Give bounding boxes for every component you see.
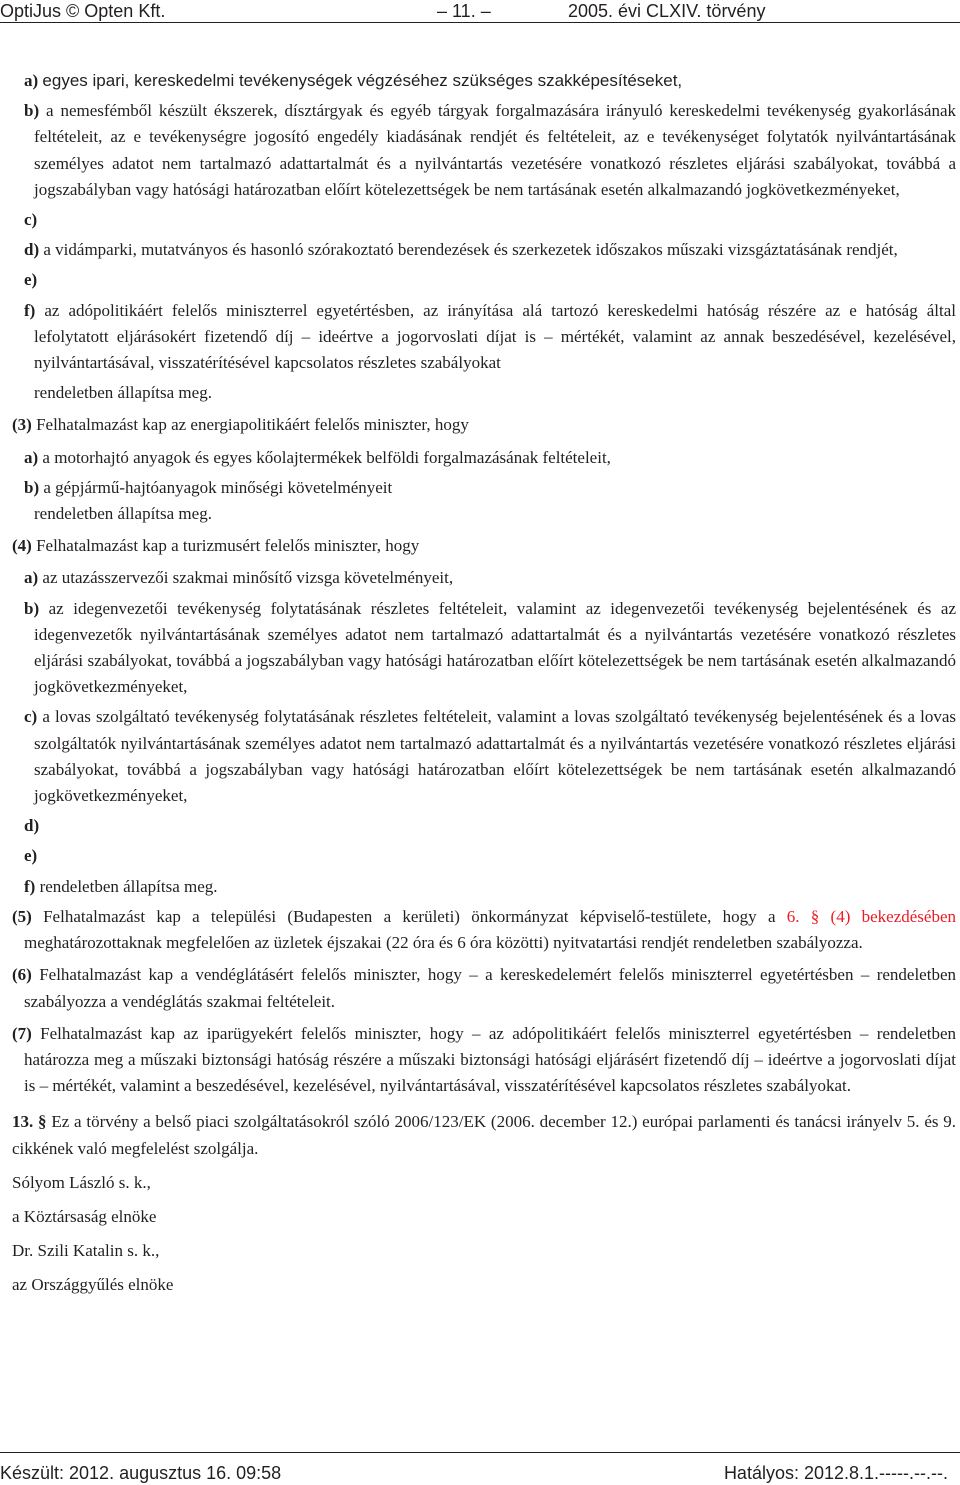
signatory-title: az Országgyűlés elnöke (12, 1274, 174, 1294)
footer-effective: Hatályos: 2012.8.1.-----.--.--. (723, 1463, 948, 1483)
list-item: f) az adópolitikáért felelős miniszterrel egyetértésben, az irányítása alá tartozó kereskedelmi hatóság részére az e hatóság által lefolytatott eljárásokért fizetendő díj – ideértve a jogorvoslati díjat is – mértékét, valamint az annak beszedésével, kezelésével, nyilvántartásával, visszatérítésével kapcsolatos részletes szabályokat (24, 300, 957, 373)
page-footer (0, 1452, 960, 1485)
list-item: a) az utazásszervezői szakmai minősítő vizsga követelményeit, (24, 568, 454, 588)
header-page-number: – 11. – (437, 1, 491, 21)
list-item: c) a lovas szolgáltató tevékenység folytatásának részletes feltételeit, valamint a lovas szolgáltató tevékenység bejelentésének és a lovas szolgáltatók nyilvántartásának személyes adatot nem tartalmazó adattartalmát és a nyilvántartás vezetésére vonatkozó részletes eljárási szabályokat, továbbá a jogszabályban vagy hatósági határozatban előírt kötelezettségek be nem tartásának esetén alkalmazandó jogkövetkezményeket, (24, 707, 957, 806)
paragraph-link-4[interactable]: (4) bekezdésében (830, 906, 957, 926)
signatory-name: Dr. Szili Katalin s. k., (12, 1240, 160, 1260)
section2-list (12, 68, 956, 406)
paragraph-5: (5) Felhatalmazást kap a települési (Budapesten a kerületi) önkormányzat képviselő-testülete, hogy a 6. § (4) bekezdésében meghatározottaknak megfelelően az üzletek éjszakai (22 óra és 6 óra közötti) nyitvatartási rendjét rendeletben szabályozza. (12, 906, 957, 953)
page-header (0, 0, 960, 23)
paragraph-3: (3) Felhatalmazást kap az energiapolitikáért felelős miniszter, hogy (12, 415, 469, 435)
footer-created: Készült: 2012. augusztus 16. 09:58 (0, 1463, 282, 1483)
list-item: a) egyes ipari, kereskedelmi tevékenységek végzéséhez szükséges szakképesítéseket, (24, 71, 683, 90)
list-item: c) (24, 210, 38, 230)
document-body (12, 68, 956, 1306)
header-law-title: 2005. évi CLXIV. törvény (568, 1, 766, 21)
paragraph-6: (6) Felhatalmazást kap a vendéglátásért felelős miniszter, hogy – a kereskedelemért felelős miniszterrel egyetértésben – rendeletben szabályozza a vendéglátás szakmai feltételeit. (12, 965, 956, 1011)
list-item: d) a vidámparki, mutatványos és hasonló szórakoztató berendezések és szerkezetek időszakos műszaki vizsgáztatásának rendjét, (24, 240, 898, 260)
signatory-name: Sólyom László s. k., (12, 1172, 151, 1192)
section-sign: § (38, 1112, 47, 1132)
list-item: a) a motorhajtó anyagok és egyes kőolajtermékek belföldi forgalmazásának feltételeit, (24, 447, 611, 467)
closing-line: rendeletben állapítsa meg. (34, 383, 212, 403)
list-item: b) az idegenvezetői tevékenység folytatásának részletes feltételeit, valamint az idegenvezetői tevékenység bejelentésének és az idegenvezetők nyilvántartásának személyes adatot nem tartalmazó adattartalmát és a nyilvántartás vezetésére vonatkozó részletes eljárási szabályokat, továbbá a jogszabályban vagy hatósági határozatban előírt kötelezettségek be nem tartásának esetén alkalmazandó jogkövetkezményeket, (24, 598, 956, 697)
header-publisher: OptiJus © Opten Kft. (0, 1, 166, 21)
list-item: e) (24, 846, 38, 866)
closing-line: rendeletben állapítsa meg. (34, 504, 212, 524)
section-link-6[interactable]: 6. (786, 906, 800, 926)
list-item: d) (24, 816, 40, 836)
signature-block (12, 1170, 956, 1298)
list-item: f) rendeletben állapítsa meg. (24, 876, 218, 896)
list-item: b) a nemesfémből készült ékszerek, dísztárgyak és egyéb tárgyak forgalmazására irányuló kereskedelmi tevékenység gyakorlásának feltételeit, az e tevékenységre jogosító engedély kiadásának rendjét és feltételeit, az e tevékenységet folytatók nyilvántartásának személyes adatot nem tartalmazó adattartalmát és a nyilvántartás vezetésére vonatkozó részletes eljárási szabályokat, továbbá a jogszabályban vagy hatósági határozatban előírt kötelezettségek be nem tartásának esetén alkalmazandó jogkövetkezményeket, (24, 101, 956, 199)
paragraph-7: (7) Felhatalmazást kap az iparügyekért felelős miniszter, hogy – az adópolitikáért felelős miniszterrel egyetértésben – rendeletben határozza meg a műszaki biztonsági hatóság részére a műszaki biztonsági hatósági eljárásért fizetendő díj – ideértve a jogorvoslati díjat is – mértékét, valamint a beszedésével, kezelésével, nyilvántartásával, visszatérítésével kapcsolatos részletes szabályokat. (12, 1023, 957, 1096)
paragraph-4: (4) Felhatalmazást kap a turizmusért felelős miniszter, hogy (12, 536, 420, 556)
list-item: e) (24, 270, 38, 290)
section-13: 13. § Ez a törvény a belső piaci szolgáltatásokról szóló 2006/123/EK (2006. december 12.) európai parlamenti és tanácsi irányelv 5. és 9. cikkének való megfelelést szolgálja. (12, 1112, 957, 1158)
list-item: b) a gépjármű-hajtóanyagok minőségi követelményeit (24, 477, 393, 497)
section-sign-link[interactable]: § (810, 906, 820, 926)
signatory-title: a Köztársaság elnöke (12, 1206, 157, 1226)
